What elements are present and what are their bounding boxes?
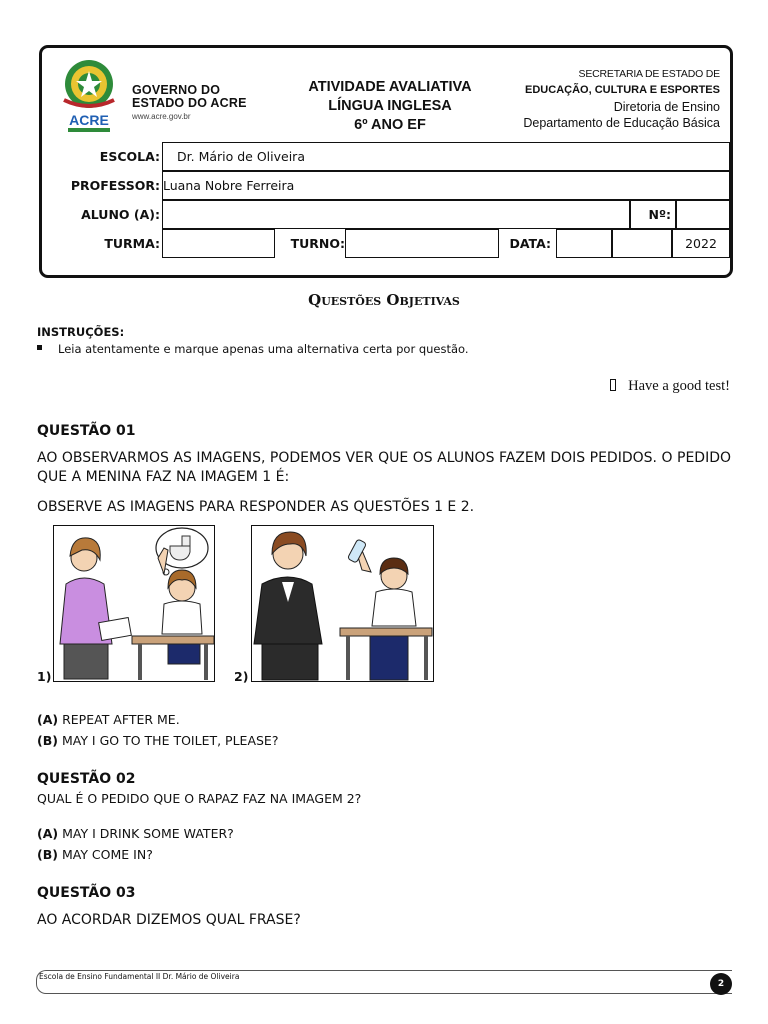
question-1-title: QUESTÃO 01 (37, 423, 136, 439)
secretariat-line-3: Diretoria de Ensino (613, 100, 720, 114)
date-day-field[interactable] (556, 229, 612, 258)
square-bullet-icon (37, 345, 42, 350)
escola-field[interactable]: Dr. Mário de Oliveira (162, 142, 730, 171)
data-label: DATA: (509, 236, 551, 251)
escola-label: ESCOLA: (99, 149, 160, 164)
secretariat-block (480, 66, 720, 131)
question-1-text: AO OBSERVARMOS AS IMAGENS, PODEMOS VER QUE OS ALUNOS FAZEM DOIS PEDIDOS. O PEDIDO QUE A MENINA FAZ NA IMAGEM 1 É: (37, 450, 731, 485)
government-name (132, 84, 247, 110)
question-1-note: OBSERVE AS IMAGENS PARA RESPONDER AS QUESTÕES 1 E 2. (37, 499, 475, 515)
gov-line-1: GOVERNO DO (132, 83, 221, 97)
question-1-option-b[interactable] (37, 733, 278, 748)
government-brand (54, 56, 274, 136)
acre-crest-logo (54, 56, 124, 136)
page-number-badge: 2 (710, 973, 732, 995)
turno-field[interactable] (345, 229, 499, 258)
aluno-field[interactable] (162, 200, 630, 229)
classroom-water-illustration (252, 526, 434, 682)
question-2-text: QUAL É O PEDIDO QUE O RAPAZ FAZ NA IMAGEM 2? (37, 791, 362, 806)
date-year-field[interactable]: 2022 (672, 229, 730, 258)
picture-1-girl-raising-hand (53, 525, 215, 682)
question-3-title: QUESTÃO 03 (37, 885, 136, 901)
question-2-option-b[interactable] (37, 847, 153, 862)
picture-1-label: 1) (37, 669, 52, 684)
option-text: REPEAT AFTER ME. (62, 712, 180, 727)
option-text: MAY COME IN? (61, 847, 153, 862)
instruction-text: Leia atentamente e marque apenas uma alternativa certa por questão. (58, 342, 469, 356)
professor-field[interactable]: Luana Nobre Ferreira (162, 171, 730, 200)
turma-label: TURMA: (104, 236, 160, 251)
section-title: Questões Objetivas (308, 291, 460, 309)
picture-2-label: 2) (234, 669, 249, 684)
government-url: www.acre.gov.br (132, 112, 191, 121)
title-line-2: LÍNGUA INGLESA (328, 98, 452, 114)
option-text: MAY I DRINK SOME WATER? (62, 826, 234, 841)
option-text: MAY I GO TO THE TOILET, PLEASE? (61, 733, 279, 748)
footer-school-name: Escola de Ensino Fundamental II Dr. Mário de Oliveira (39, 972, 240, 981)
professor-label: PROFESSOR: (70, 178, 160, 193)
numero-field[interactable] (676, 200, 730, 229)
secretariat-line-4: Departamento de Educação Básica (523, 116, 720, 130)
classroom-toilet-illustration (54, 526, 215, 682)
aluno-label: ALUNO (A): (81, 207, 160, 222)
missing-glyph-icon (610, 379, 616, 391)
option-letter: (A) (37, 712, 59, 727)
turma-field[interactable] (162, 229, 275, 258)
picture-2-boy-with-bottle (251, 525, 434, 682)
good-test-line (610, 378, 730, 395)
instruction-item (37, 342, 469, 356)
option-letter: (A) (37, 826, 59, 841)
title-line-3: 6º ANO EF (354, 117, 426, 133)
turno-label: TURNO: (290, 236, 345, 251)
option-letter: (B) (37, 733, 58, 748)
activity-title (292, 78, 488, 135)
gov-line-2: ESTADO DO ACRE (132, 96, 247, 110)
date-month-field[interactable] (612, 229, 672, 258)
title-line-1: ATIVIDADE AVALIATIVA (308, 79, 472, 95)
question-2-title: QUESTÃO 02 (37, 771, 136, 787)
question-2-option-a[interactable] (37, 826, 234, 841)
good-test-text: Have a good test! (628, 378, 730, 394)
acre-logo-text: ACRE (69, 112, 109, 128)
secretariat-line-1: SECRETARIA DE ESTADO DE (578, 68, 720, 80)
numero-label: Nº: (630, 200, 676, 229)
secretariat-line-2: EDUCAÇÃO, CULTURA E ESPORTES (525, 84, 720, 96)
question-1-option-a[interactable] (37, 712, 180, 727)
option-letter: (B) (37, 847, 58, 862)
header-box (39, 45, 733, 278)
question-3-text: AO ACORDAR DIZEMOS QUAL FRASE? (37, 912, 301, 928)
instructions-label: INSTRUÇÕES: (37, 325, 125, 339)
